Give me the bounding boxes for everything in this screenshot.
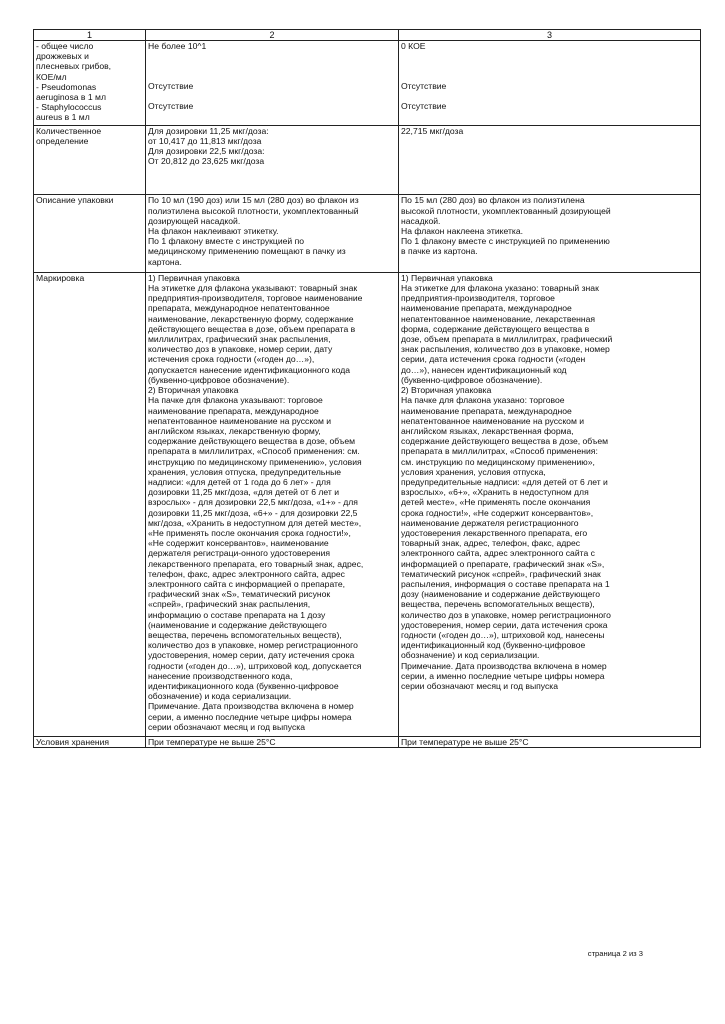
cell-micro-1 (34, 41, 146, 126)
cell-line: непатентованное наименование на русском и (148, 415, 332, 426)
cell-line: наименование держателя регистрационного (401, 517, 579, 528)
cell-line: количество доз в упаковке, номер регистрационного (401, 609, 611, 620)
cell-line: английском языках, лекарственную форму, (148, 425, 321, 436)
cell-line: удостоверения, номер серии, дата истечения срока (401, 619, 608, 630)
cell-line: содержание действующего вещества в дозе, объем (148, 436, 356, 447)
cell-line: надписи: «для детей от 1 года до 6 лет» - для (148, 476, 331, 487)
cell-line: Условия хранения (36, 737, 110, 747)
cell-line: держателя регистраци-онного удостоверения (148, 548, 331, 559)
cell-line: Примечание. Дата производства включена в номер (148, 701, 354, 712)
cell-quant-3 (399, 125, 701, 195)
cell-line: Отсутствие (401, 101, 447, 112)
cell-marking-2 (146, 272, 399, 736)
cell-line: обозначение) и кода сериализации. (148, 691, 292, 702)
cell-storage-2 (146, 737, 399, 748)
cell-line: На флакон наклеивают этикетку. (148, 226, 279, 237)
cell-line: взрослых», «6+», «Хранить в недоступном для (401, 487, 589, 498)
cell-line: высокой плотности, укомплектованный дозирующей (401, 205, 611, 216)
cell-line: нанесение производственного кода, (148, 670, 293, 681)
cell-line: На пачке для флакона указано: торговое (401, 395, 565, 406)
header-cell: 1 (34, 30, 146, 41)
cell-line: дозирующей насадкой. (148, 215, 241, 226)
cell-line: картона. (148, 256, 182, 267)
table-row-micro (34, 41, 701, 126)
cell-line: предупредительные надписи: «для детей от 6 лет и (401, 476, 608, 487)
cell-line: (наименование и содержание действующего (148, 619, 327, 630)
header-row (34, 30, 701, 41)
cell-line: aureus в 1 мл (36, 112, 90, 123)
cell-line: Примечание. Дата производства включена в номер (401, 660, 607, 671)
cell-micro-2 (146, 41, 399, 126)
cell-line: серии обозначают месяц и год выпуска (401, 680, 559, 691)
cell-line: На пачке для флакона указывают: торговое (148, 395, 323, 406)
cell-line: годности («годен до…»), штриховой код, допускается (148, 660, 362, 671)
cell-line: непатентованное наименование, лекарственная (401, 313, 596, 324)
cell-storage-3 (399, 737, 701, 748)
cell-line: насадкой. (401, 215, 441, 226)
cell-line: до…»), нанесен идентификационный код (401, 364, 567, 375)
cell-line: детей месте», «Не применять после окончания (401, 497, 591, 508)
cell-line: - общее число (36, 41, 94, 51)
cell-line: Для дозировки 22,5 мкг/доза: (148, 146, 265, 157)
cell-line: электронного сайта, адрес электронного сайта с (401, 548, 595, 559)
cell-line: Количественное (36, 125, 102, 136)
cell-line: На этикетке для флакона указывают: товарный знак (148, 283, 358, 294)
cell-line: дрожжевых и (36, 51, 89, 62)
cell-line: серии обозначают месяц и год выпуска (148, 721, 306, 732)
cell-marking-1 (34, 272, 146, 736)
table-row-marking (34, 272, 701, 736)
page-number: страница 2 из 3 (587, 949, 643, 958)
cell-line: При температуре не выше 25°C (401, 737, 529, 747)
cell-line: препарата в миллилитрах, «Способ применения: см. (148, 446, 360, 457)
cell-line: По 15 мл (280 доз) во флакон из полиэтилена (401, 195, 585, 206)
cell-line: удостоверения, номер серии, дату истечения срока (148, 650, 355, 661)
cell-line: содержание действующего вещества в дозе, объем (401, 436, 609, 447)
cell-line: распыления, информация о составе препарата на 1 (401, 578, 610, 589)
cell-pack-3 (399, 195, 701, 272)
cell-line: предприятия-производителя, торговое наименование (148, 293, 363, 304)
cell-marking-3 (399, 272, 701, 736)
cell-line: наименование препарата, международное (401, 405, 572, 416)
cell-line: медицинскому применению помещают в пачку из (148, 246, 346, 257)
cell-line: количество доз в упаковке, номер серии, дату (148, 344, 333, 355)
header-cell: 3 (399, 30, 701, 41)
cell-line: 2) Вторичная упаковка (401, 385, 492, 396)
cell-line: плесневых грибов, (36, 61, 112, 72)
cell-line: см. инструкцию по медицинскому применению», (401, 456, 595, 467)
cell-line: английском языках, лекарственная форма, (401, 425, 574, 436)
table-row-quant (34, 125, 701, 195)
cell-line: 22,715 мкг/доза (401, 125, 464, 136)
cell-line: дозировки 11,25 мкг/доза, «6+» - для дозировки 22,5 (148, 507, 358, 518)
cell-line: «Не содержит консервантов», наименование (148, 538, 329, 549)
cell-line: дозу (наименование и содержание действующего (401, 589, 600, 600)
cell-line: Для дозировки 11,25 мкг/доза: (148, 125, 269, 136)
cell-line: серии, а именно последние четыре цифры номера (401, 670, 605, 681)
cell-line: От 20,812 до 23,625 мкг/доза (148, 156, 265, 167)
cell-line: 1) Первичная упаковка (401, 272, 493, 283)
cell-line: дозе, объем препарата в миллилитрах, графический (401, 334, 613, 345)
cell-line: По 1 флакону вместе с инструкцией по применению (401, 236, 610, 247)
cell-pack-1 (34, 195, 146, 272)
cell-line: На этикетке для флакона указано: товарный знак (401, 283, 599, 294)
cell-line: товарный знак, адрес, телефон, факс, адрес (401, 538, 581, 549)
cell-line: определение (36, 135, 89, 146)
cell-line: aeruginosa в 1 мл (36, 92, 106, 103)
cell-line: серии, дата истечения срока годности («годен (401, 354, 586, 365)
cell-line: в пачке из картона. (401, 246, 478, 257)
cell-line: действующего вещества в дозе, объем препарата в (148, 323, 356, 334)
cell-line: миллилитрах, графический знак распыления, (148, 334, 331, 345)
cell-line: информацией о препарате, графический знак «S», (401, 558, 605, 569)
cell-line: Отсутствие (148, 101, 194, 112)
cell-line: наименование препарата, международное (401, 303, 572, 314)
cell-line: По 1 флакону вместе с инструкцией по (148, 236, 305, 247)
cell-line: (буквенно-цифровое обозначение). (401, 374, 543, 385)
cell-line: «спрей», графический знак распыления, (148, 599, 311, 610)
cell-line: По 10 мл (190 доз) или 15 мл (280 доз) во флакон из (148, 195, 359, 206)
cell-line: 0 КОЕ (401, 41, 426, 51)
cell-line: полиэтилена высокой плотности, укомплектованный (148, 205, 359, 216)
cell-line: дозировки 11,25 мкг/доза, «для детей от 6 лет и (148, 487, 340, 498)
cell-line: знак распыления, количество доз в упаковке, номер (401, 344, 610, 355)
cell-line: (буквенно-цифровое обозначение). (148, 374, 290, 385)
cell-line: 2) Вторичная упаковка (148, 385, 239, 396)
cell-line: Отсутствие (148, 81, 194, 92)
cell-line: графический знак «S», тематический рисунок (148, 589, 331, 600)
cell-line: удостоверения лекарственного препарата, его (401, 527, 588, 538)
cell-line: Маркировка (36, 272, 85, 283)
cell-line: Описание упаковки (36, 195, 114, 206)
cell-line: мкг/доза, «Хранить в недоступном для детей месте», (148, 517, 362, 528)
cell-line: КОЕ/мл (36, 71, 67, 82)
cell-line: - Staphylococcus (36, 102, 102, 113)
header-cell: 2 (146, 30, 399, 41)
cell-line: информацию о составе препарата на 1 дозу (148, 609, 326, 620)
cell-line: наименование препарата, международное (148, 405, 319, 416)
table-row-storage (34, 737, 701, 748)
cell-line: предприятия-производителя, торговое (401, 293, 555, 304)
cell-storage-1 (34, 737, 146, 748)
cell-line: наименование, лекарственную форму, содержание (148, 313, 354, 324)
cell-line: годности («годен до…»), штриховой код, нанесены (401, 629, 605, 640)
cell-line: телефон, факс, адрес электронного сайта, адрес (148, 568, 345, 579)
table-row-pack (34, 195, 701, 272)
cell-line: срока годности!», «Не содержит консервантов», (401, 507, 594, 518)
cell-line: - Pseudomonas (36, 81, 97, 92)
cell-line: форма, содержание действующего вещества в (401, 323, 590, 334)
cell-line: тематический рисунок «спрей», графический знак (401, 568, 601, 579)
cell-line: допускается нанесение идентификационного кода (148, 364, 350, 375)
cell-line: На флакон наклеена этикетка. (401, 226, 524, 237)
cell-line: Не более 10^1 (148, 41, 207, 51)
cell-line: Отсутствие (401, 81, 447, 92)
cell-line: электронного сайта с информацией о препарате, (148, 578, 346, 589)
cell-line: непатентованное наименование на русском и (401, 415, 585, 426)
cell-line: идентификационного кода (буквенно-цифровое (148, 680, 339, 691)
cell-line: количество доз в упаковке, номер регистрационного (148, 640, 358, 651)
cell-micro-3 (399, 41, 701, 126)
cell-line: 1) Первичная упаковка (148, 272, 240, 283)
cell-line: условия хранения, условия отпуска, (401, 466, 546, 477)
cell-line: вещества, перечень вспомогательных веществ), (148, 629, 342, 640)
cell-line: лекарственного препарата, его товарный знак, адрес, (148, 558, 364, 569)
cell-quant-1 (34, 125, 146, 195)
cell-line: «Не применять после окончания срока годности!», (148, 527, 351, 538)
cell-line: серии, а именно последние четыре цифры номера (148, 711, 352, 722)
specification-table (33, 29, 701, 748)
cell-line: идентификационный код (буквенно-цифровое (401, 640, 586, 651)
cell-line: взрослых» - для дозировки 22,5 мкг/доза, «1+» - для (148, 497, 358, 508)
cell-line: от 10,417 до 11,813 мкг/доза (148, 135, 262, 146)
cell-line: вещества, перечень вспомогательных веществ), (401, 599, 595, 610)
cell-line: При температуре не выше 25°C (148, 737, 276, 747)
cell-line: препарата в миллилитрах, «Способ применения: (401, 446, 598, 457)
cell-line: препарата, международное непатентованное (148, 303, 330, 314)
cell-pack-2 (146, 195, 399, 272)
cell-line: обозначение) и код сериализации. (401, 650, 540, 661)
cell-line: истечения срока годности («годен до…»), (148, 354, 315, 365)
cell-quant-2 (146, 125, 399, 195)
cell-line: хранения, условия отпуска, предупредительные (148, 466, 342, 477)
cell-line: инструкцию по медицинскому применению», условия (148, 456, 362, 467)
